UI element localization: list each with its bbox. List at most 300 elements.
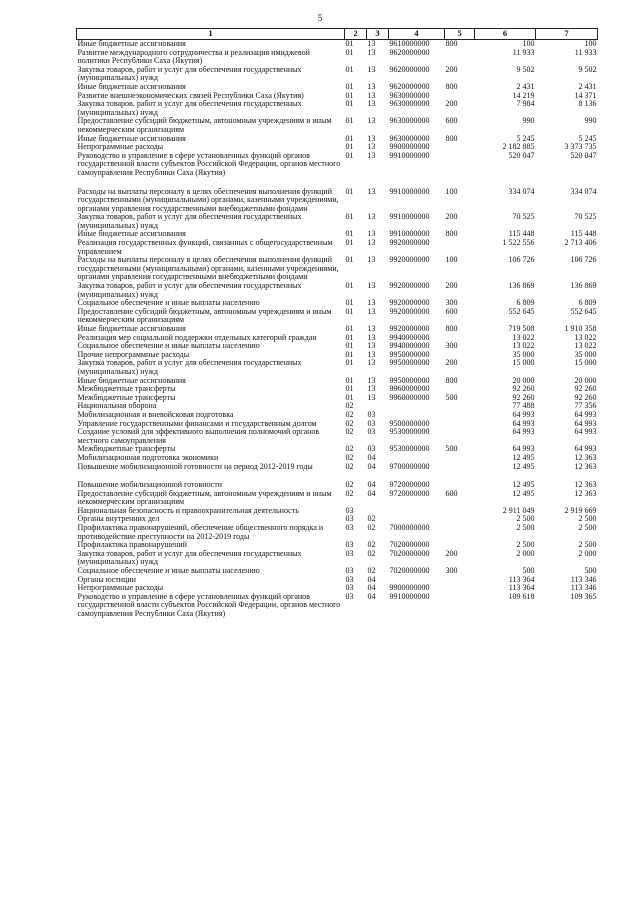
amount-year-1-cell: 2 431 xyxy=(516,82,535,91)
subsection-code-cell: 13 xyxy=(367,143,376,152)
amount-year-1-cell: 64 993 xyxy=(512,410,535,419)
item-name-cell: Профилактика правонарушений xyxy=(77,541,187,550)
amount-year-2-cell: 100 xyxy=(584,39,597,48)
amount-year-1-cell: 92 260 xyxy=(512,393,535,402)
section-code-cell: 02 xyxy=(345,462,354,471)
table-row xyxy=(77,40,598,49)
section-code-cell: 01 xyxy=(345,48,354,57)
amount-year-1-cell: 92 260 xyxy=(512,385,535,394)
amount-year-2-cell: 520 047 xyxy=(570,151,597,160)
section-code-cell: 02 xyxy=(345,428,354,437)
item-name-cell: Мобилизационная подготовка экономики xyxy=(77,453,219,462)
target-article-cell: 9720000000 xyxy=(389,489,430,498)
table-row xyxy=(77,524,598,541)
item-name-cell: Управление государственными финансами и государственным долгом xyxy=(77,419,317,428)
expense-type-cell xyxy=(445,454,475,463)
expense-type-cell xyxy=(445,463,475,472)
expense-type-cell xyxy=(445,541,475,550)
section-code-cell: 02 xyxy=(345,489,354,498)
amount-year-2-cell: 334 074 xyxy=(570,186,597,196)
table-row xyxy=(77,100,598,117)
expense-type-cell: 800 xyxy=(445,325,458,333)
amount-year-2-cell: 8 136 xyxy=(578,100,597,109)
table-row xyxy=(77,567,598,576)
target-article-cell: 9910000000 xyxy=(389,186,430,196)
section-code-cell: 01 xyxy=(345,256,354,265)
expense-type-cell xyxy=(445,576,475,585)
section-code-cell: 01 xyxy=(345,239,354,248)
target-article-cell: 9700000000 xyxy=(389,462,430,471)
table-body xyxy=(77,40,598,619)
target-article-cell: 7020000000 xyxy=(389,567,430,576)
expense-type-cell: 500 xyxy=(445,445,458,454)
amount-year-1-cell: 2 182 885 xyxy=(502,143,535,152)
target-article-cell: 7020000000 xyxy=(389,541,430,550)
expense-type-cell xyxy=(445,143,475,152)
expense-type-cell: 200 xyxy=(445,282,458,291)
target-article-cell: 9960000000 xyxy=(389,385,430,394)
amount-year-2-cell: 14 371 xyxy=(574,91,597,100)
table-row xyxy=(77,256,598,282)
expense-type-cell: 300 xyxy=(445,342,458,351)
table-header-row xyxy=(77,29,598,40)
subsection-code-cell xyxy=(367,402,389,411)
amount-year-1-cell: 11 933 xyxy=(512,48,535,57)
section-code-cell: 01 xyxy=(345,282,354,291)
subsection-code-cell: 13 xyxy=(367,385,376,394)
amount-year-2-cell: 2 000 xyxy=(578,549,597,558)
item-name-cell: Национальная безопасность и правоохранительная деятельность xyxy=(77,506,299,515)
section-code-cell: 01 xyxy=(345,134,354,143)
expense-type-cell xyxy=(445,507,475,516)
expense-type-cell: 600 xyxy=(445,117,458,126)
table-row xyxy=(77,92,598,101)
amount-year-2-cell: 500 xyxy=(584,567,597,576)
amount-year-1-cell: 552 645 xyxy=(508,307,535,316)
target-article-cell: 9920000000 xyxy=(389,282,430,291)
amount-year-1-cell: 13 022 xyxy=(512,333,535,342)
subsection-code-cell: 02 xyxy=(367,524,376,533)
expense-type-cell: 100 xyxy=(445,186,458,196)
section-code-cell: 03 xyxy=(345,575,354,584)
table-row xyxy=(77,152,598,178)
amount-year-2-cell: 3 373 735 xyxy=(564,143,597,152)
expense-type-cell: 500 xyxy=(445,393,458,402)
amount-year-2-cell: 20 000 xyxy=(574,376,597,385)
section-code-cell: 01 xyxy=(345,359,354,368)
subsection-code-cell: 13 xyxy=(367,91,376,100)
subsection-code-cell: 13 xyxy=(367,82,376,91)
target-article-cell: 9960000000 xyxy=(389,393,430,402)
target-article-cell: 9920000000 xyxy=(389,256,430,265)
item-name-cell: Повышение мобилизационной готовности на период 2012-2019 годы xyxy=(77,462,313,471)
section-code-cell: 01 xyxy=(345,143,354,152)
amount-year-2-cell: 13 022 xyxy=(574,333,597,342)
table-row xyxy=(77,584,598,593)
table-row xyxy=(77,282,598,299)
subsection-code-cell: 03 xyxy=(367,410,376,419)
section-code-cell: 01 xyxy=(345,91,354,100)
amount-year-2-cell: 2 500 xyxy=(578,524,597,533)
expense-type-cell xyxy=(445,420,475,429)
target-article-cell: 9910000000 xyxy=(389,151,430,160)
item-name-cell: Иные бюджетные ассигнования xyxy=(77,82,186,91)
subsection-code-cell: 02 xyxy=(367,541,376,550)
subsection-code-cell: 04 xyxy=(367,584,376,593)
expense-type-cell: 300 xyxy=(445,567,458,576)
expense-type-cell xyxy=(445,239,475,256)
subsection-code-cell: 04 xyxy=(367,592,376,601)
expense-type-cell xyxy=(445,593,475,619)
item-name-cell: Закупка товаров, работ и услуг для обеспечения государственных (муниципальных) нужд xyxy=(77,65,302,83)
item-name-cell: Непрограммные расходы xyxy=(77,584,164,593)
subsection-code-cell: 13 xyxy=(367,350,376,359)
target-article-cell: 9910000000 xyxy=(389,213,430,222)
section-code-cell: 01 xyxy=(345,385,354,394)
item-name-cell: Реализация государственных функций, связанных с общегосударственным управлением xyxy=(77,239,333,256)
expense-type-cell: 200 xyxy=(445,549,458,558)
item-name-cell: Иные бюджетные ассигнования xyxy=(77,39,186,48)
subsection-code-cell: 04 xyxy=(367,489,376,498)
table-row xyxy=(77,593,598,619)
column-header: 2 xyxy=(345,29,367,40)
target-article-cell: 9620000000 xyxy=(389,82,430,91)
subsection-code-cell: 13 xyxy=(367,65,376,74)
subsection-code-cell: 13 xyxy=(367,230,376,239)
table-row xyxy=(77,411,598,420)
table-row xyxy=(77,550,598,567)
amount-year-1-cell: 2 911 049 xyxy=(502,506,535,515)
subsection-code-cell: 13 xyxy=(367,299,376,308)
expense-type-cell xyxy=(445,92,475,101)
expense-type-cell xyxy=(445,385,475,394)
amount-year-2-cell: 2 431 xyxy=(578,82,597,91)
amount-year-2-cell: 92 260 xyxy=(574,385,597,394)
amount-year-1-cell: 2 500 xyxy=(516,515,535,524)
amount-year-2-cell: 2 500 xyxy=(578,541,597,550)
expense-type-cell xyxy=(445,524,475,541)
expense-type-cell xyxy=(445,49,475,66)
expense-type-cell: 600 xyxy=(445,307,458,316)
target-article-cell xyxy=(389,515,445,524)
subsection-code-cell: 04 xyxy=(367,480,376,490)
target-article-cell: 9610000000 xyxy=(389,39,430,48)
amount-year-2-cell: 2 500 xyxy=(578,515,597,524)
amount-year-1-cell: 13 022 xyxy=(512,342,535,351)
item-name-cell: Национальная оборона xyxy=(77,402,157,411)
table-row xyxy=(77,445,598,454)
column-header: 5 xyxy=(445,29,475,40)
table-row xyxy=(77,135,598,144)
amount-year-1-cell: 1 522 556 xyxy=(502,239,535,248)
subsection-code-cell: 13 xyxy=(367,256,376,265)
amount-year-2-cell: 77 356 xyxy=(574,402,597,411)
expense-type-cell xyxy=(445,334,475,343)
section-code-cell: 01 xyxy=(345,342,354,351)
target-article-cell: 9940000000 xyxy=(389,342,430,351)
amount-year-1-cell: 64 993 xyxy=(512,445,535,454)
subsection-code-cell: 13 xyxy=(367,39,376,48)
amount-year-1-cell: 990 xyxy=(522,117,535,126)
amount-year-1-cell: 20 000 xyxy=(512,376,535,385)
table-row xyxy=(77,377,598,386)
amount-year-1-cell: 12 495 xyxy=(512,489,535,498)
item-name-cell: Развитие международного сотрудничества и реализация имиджевой политики Республики Саха (Якутия) xyxy=(77,48,310,66)
section-code-cell: 01 xyxy=(345,333,354,342)
table-row xyxy=(77,515,598,524)
amount-year-1-cell: 14 219 xyxy=(512,91,535,100)
subsection-code-cell: 13 xyxy=(367,307,376,316)
table-row xyxy=(77,325,598,334)
item-name-cell: Профилактика правонарушений, обеспечение общественного порядка и противодействие преступности на 2012-2019 годы xyxy=(77,524,324,541)
expense-type-cell: 800 xyxy=(445,134,458,143)
section-code-cell: 01 xyxy=(345,299,354,308)
amount-year-1-cell: 2 000 xyxy=(516,549,535,558)
target-article-cell: 9950000000 xyxy=(389,350,430,359)
budget-table xyxy=(76,28,598,619)
amount-year-1-cell: 115 448 xyxy=(508,230,535,239)
amount-year-2-cell: 13 022 xyxy=(574,342,597,351)
expense-type-cell: 800 xyxy=(445,82,458,91)
section-code-cell: 01 xyxy=(345,65,354,74)
amount-year-1-cell: 7 984 xyxy=(516,100,535,109)
section-code-cell: 01 xyxy=(345,39,354,48)
amount-year-1-cell: 9 502 xyxy=(516,65,535,74)
target-article-cell: 9620000000 xyxy=(389,65,430,74)
table-row xyxy=(77,351,598,360)
target-article-cell xyxy=(389,454,445,463)
subsection-code-cell: 13 xyxy=(367,376,376,385)
target-article-cell: 9900000000 xyxy=(389,584,430,593)
table-row xyxy=(77,394,598,403)
amount-year-1-cell: 2 500 xyxy=(516,541,535,550)
amount-year-2-cell: 6 809 xyxy=(578,299,597,308)
expense-type-cell xyxy=(445,351,475,360)
expense-type-cell: 600 xyxy=(445,489,458,498)
expense-type-cell xyxy=(445,411,475,420)
table-row xyxy=(77,342,598,351)
expense-type-cell xyxy=(445,515,475,524)
item-name-cell: Межбюджетные трансферты xyxy=(77,445,176,454)
item-name-cell: Закупка товаров, работ и услуг для обеспечения государственных (муниципальных) нужд xyxy=(77,213,302,230)
table-row xyxy=(77,359,598,376)
subsection-code-cell: 02 xyxy=(367,567,376,576)
amount-year-1-cell: 35 000 xyxy=(512,350,535,359)
item-name-cell: Иные бюджетные ассигнования xyxy=(77,134,186,143)
table-row xyxy=(77,402,598,411)
item-name-cell: Закупка товаров, работ и услуг для обеспечения государственных (муниципальных) нужд xyxy=(77,359,302,376)
amount-year-2-cell: 5 245 xyxy=(578,134,597,143)
subsection-code-cell: 04 xyxy=(367,575,376,584)
table-row xyxy=(77,178,598,214)
expense-type-cell: 800 xyxy=(445,39,458,48)
section-code-cell: 03 xyxy=(345,592,354,601)
amount-year-1-cell: 5 245 xyxy=(516,134,535,143)
table-row xyxy=(77,143,598,152)
target-article-cell: 9500000000 xyxy=(389,419,430,428)
section-code-cell: 01 xyxy=(345,230,354,239)
item-name-cell: Руководство и управление в сфере установленных функций органов государственной власти субъектов Российской Федерации, органов местного самоуправления Республики Саха (Якутия) xyxy=(77,151,341,177)
target-article-cell: 9920000000 xyxy=(389,307,430,316)
expense-type-cell: 200 xyxy=(445,213,458,222)
expense-type-cell xyxy=(445,584,475,593)
target-article-cell: 9940000000 xyxy=(389,333,430,342)
subsection-code-cell: 13 xyxy=(367,134,376,143)
item-name-cell: Закупка товаров, работ и услуг для обеспечения государственных (муниципальных) нужд xyxy=(77,100,302,117)
column-header: 3 xyxy=(367,29,389,40)
amount-year-2-cell: 990 xyxy=(584,117,597,126)
section-code-cell: 02 xyxy=(345,410,354,419)
item-name-cell: Повышение мобилизационной готовности xyxy=(77,480,223,490)
table-row xyxy=(77,49,598,66)
target-article-cell: 9920000000 xyxy=(389,299,430,308)
expense-type-cell: 800 xyxy=(445,230,458,239)
amount-year-2-cell: 64 993 xyxy=(574,445,597,454)
amount-year-1-cell: 136 869 xyxy=(508,282,535,291)
item-name-cell: Расходы на выплаты персоналу в целях обеспечения выполнения функций государственными (муниципальными) органами, казенными учреждениями, органами управления государственными внебюджетными фондами xyxy=(77,256,339,282)
table-row xyxy=(77,576,598,585)
table-row xyxy=(77,385,598,394)
subsection-code-cell xyxy=(367,507,389,516)
target-article-cell: 7000000000 xyxy=(389,524,430,533)
section-code-cell: 01 xyxy=(345,186,354,196)
section-code-cell: 01 xyxy=(345,151,354,160)
subsection-code-cell: 13 xyxy=(367,48,376,57)
subsection-code-cell: 13 xyxy=(367,213,376,222)
subsection-code-cell: 13 xyxy=(367,359,376,368)
amount-year-2-cell: 113 346 xyxy=(570,575,597,584)
amount-year-2-cell: 12 363 xyxy=(574,480,597,490)
amount-year-1-cell: 113 364 xyxy=(508,575,535,584)
item-name-cell: Закупка товаров, работ и услуг для обеспечения государственных (муниципальных) нужд xyxy=(77,549,302,567)
amount-year-2-cell: 12 363 xyxy=(574,453,597,462)
subsection-code-cell: 03 xyxy=(367,445,376,454)
section-code-cell: 03 xyxy=(345,584,354,593)
target-article-cell: 9900000000 xyxy=(389,143,430,152)
column-header: 1 xyxy=(77,29,345,40)
column-header: 7 xyxy=(536,29,598,40)
item-name-cell: Непрограммные расходы xyxy=(77,143,164,152)
target-article-cell xyxy=(389,576,445,585)
target-article-cell: 9630000000 xyxy=(389,134,430,143)
amount-year-2-cell: 115 448 xyxy=(570,230,597,239)
column-header: 6 xyxy=(475,29,536,40)
table-row xyxy=(77,463,598,472)
amount-year-2-cell: 11 933 xyxy=(574,48,597,57)
section-code-cell: 02 xyxy=(345,402,354,411)
amount-year-2-cell: 9 502 xyxy=(578,65,597,74)
column-header: 4 xyxy=(389,29,445,40)
target-article-cell: 9920000000 xyxy=(389,239,430,248)
section-code-cell: 03 xyxy=(345,515,354,524)
target-article-cell xyxy=(389,411,445,420)
amount-year-2-cell: 64 993 xyxy=(574,419,597,428)
amount-year-1-cell: 77 488 xyxy=(512,402,535,411)
amount-year-2-cell: 1 910 358 xyxy=(564,325,597,333)
table-row xyxy=(77,541,598,550)
item-name-cell: Межбюджетные трансферты xyxy=(77,385,176,394)
subsection-code-cell: 13 xyxy=(367,186,376,196)
table-row xyxy=(77,454,598,463)
section-code-cell: 01 xyxy=(345,213,354,222)
table-row xyxy=(77,334,598,343)
section-code-cell: 02 xyxy=(345,419,354,428)
item-name-cell: Социальное обеспечение и иные выплаты населению xyxy=(77,342,260,351)
amount-year-1-cell: 12 495 xyxy=(512,462,535,471)
table-row xyxy=(77,83,598,92)
item-name-cell: Развитие внешнеэкономических связей Республики Саха (Якутия) xyxy=(77,91,304,100)
table-row xyxy=(77,213,598,230)
table-row xyxy=(77,420,598,429)
table-row xyxy=(77,490,598,507)
amount-year-1-cell: 100 xyxy=(522,39,535,48)
subsection-code-cell: 13 xyxy=(367,342,376,351)
amount-year-1-cell: 334 074 xyxy=(508,186,535,196)
subsection-code-cell: 13 xyxy=(367,282,376,291)
amount-year-1-cell: 70 525 xyxy=(512,213,535,222)
subsection-code-cell: 13 xyxy=(367,333,376,342)
section-code-cell: 01 xyxy=(345,117,354,126)
amount-year-1-cell: 64 993 xyxy=(512,428,535,437)
subsection-code-cell: 03 xyxy=(367,428,376,437)
amount-year-2-cell: 136 869 xyxy=(570,282,597,291)
section-code-cell: 03 xyxy=(345,524,354,533)
amount-year-2-cell: 113 346 xyxy=(570,584,597,593)
expense-type-cell: 300 xyxy=(445,299,458,308)
amount-year-2-cell: 70 525 xyxy=(574,213,597,222)
amount-year-2-cell: 12 363 xyxy=(574,462,597,471)
subsection-code-cell: 04 xyxy=(367,453,376,462)
amount-year-2-cell: 64 993 xyxy=(574,410,597,419)
amount-year-2-cell: 552 645 xyxy=(570,307,597,316)
item-name-cell: Межбюджетные трансферты xyxy=(77,393,176,402)
target-article-cell: 9950000000 xyxy=(389,376,430,385)
item-name-cell: Предоставление субсидий бюджетным, автономным учреждениям и иным некоммерческим организациям xyxy=(77,117,332,134)
subsection-code-cell: 04 xyxy=(367,462,376,471)
item-name-cell: Закупка товаров, работ и услуг для обеспечения государственных (муниципальных) нужд xyxy=(77,282,302,299)
section-code-cell: 01 xyxy=(345,82,354,91)
expense-type-cell: 200 xyxy=(445,65,458,74)
item-name-cell: Органы юстиции xyxy=(77,575,136,584)
amount-year-1-cell: 12 495 xyxy=(512,453,535,462)
section-code-cell: 01 xyxy=(345,376,354,385)
amount-year-1-cell: 719 508 xyxy=(508,325,535,333)
subsection-code-cell: 13 xyxy=(367,325,376,333)
expense-type-cell: 200 xyxy=(445,359,458,368)
item-name-cell: Предоставление субсидий бюджетным, автономным учреждениям и иным некоммерческим организациям xyxy=(77,307,332,325)
expense-type-cell: 800 xyxy=(445,376,458,385)
amount-year-1-cell: 15 000 xyxy=(512,359,535,368)
target-article-cell: 7020000000 xyxy=(389,549,430,558)
target-article-cell: 9630000000 xyxy=(389,117,430,126)
amount-year-2-cell: 12 363 xyxy=(574,489,597,498)
expense-type-cell xyxy=(445,428,475,445)
section-code-cell: 02 xyxy=(345,453,354,462)
subsection-code-cell: 13 xyxy=(367,100,376,109)
amount-year-1-cell: 6 809 xyxy=(516,299,535,308)
target-article-cell: 9530000000 xyxy=(389,445,430,454)
expense-type-cell: 200 xyxy=(445,100,458,109)
subsection-code-cell: 02 xyxy=(367,549,376,558)
item-name-cell: Руководство и управление в сфере установленных функций органов государственной власти субъектов Российской Федерации, органов местного самоуправления Республики Саха (Якутия) xyxy=(77,592,341,618)
amount-year-1-cell: 12 495 xyxy=(512,480,535,490)
page-number: 5 xyxy=(317,13,323,23)
table-row xyxy=(77,239,598,256)
section-code-cell: 03 xyxy=(345,541,354,550)
item-name-cell: Мобилизационная и вневойсковая подготовка xyxy=(77,410,234,419)
target-article-cell: 9720000000 xyxy=(389,480,430,490)
target-article-cell: 9620000000 xyxy=(389,48,430,57)
